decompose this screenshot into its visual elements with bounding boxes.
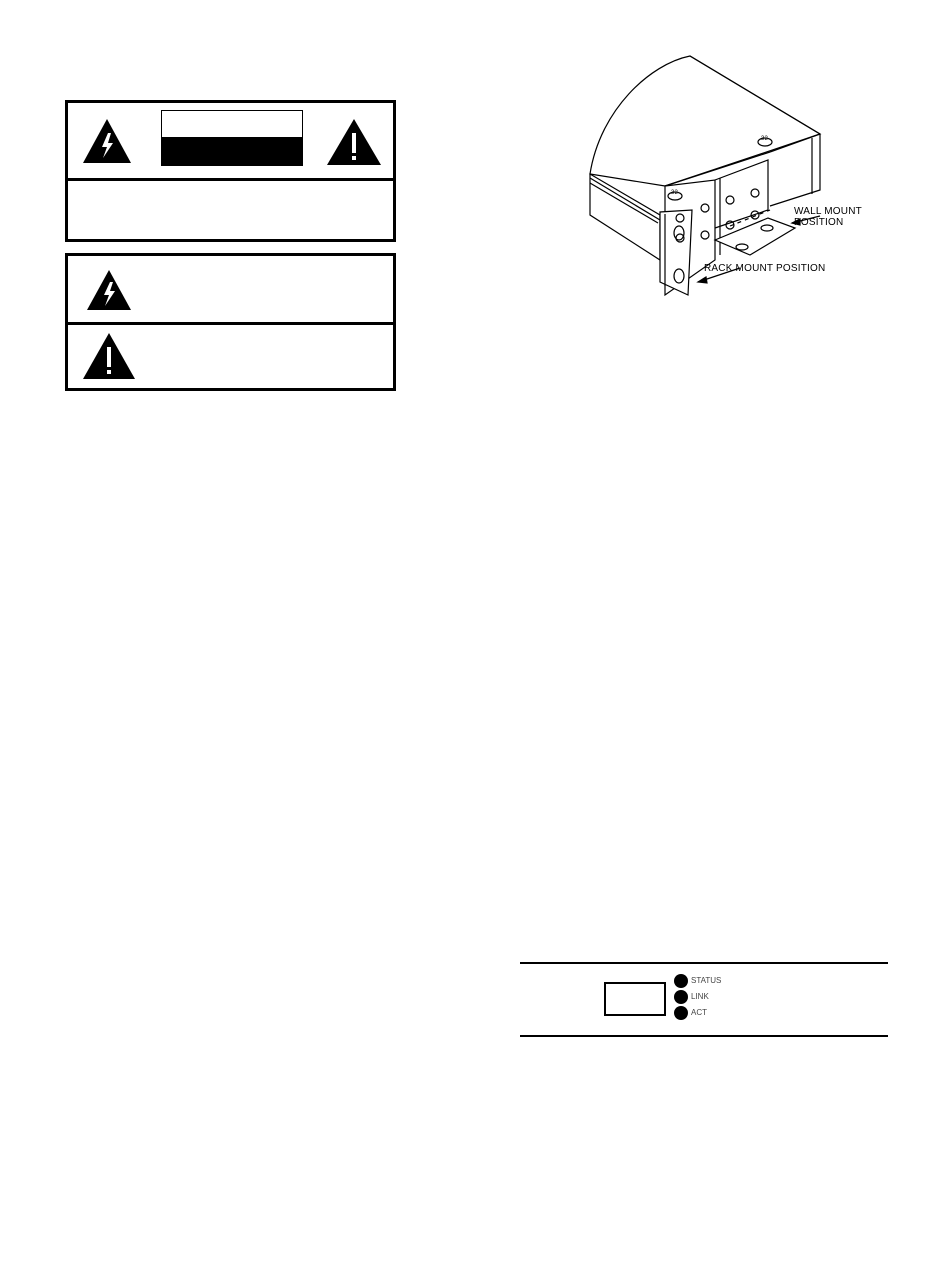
legend-shock-text — [148, 268, 383, 312]
electric-shock-icon — [85, 268, 133, 312]
front-panel-diagram — [520, 962, 888, 1038]
caution-label — [65, 100, 396, 242]
status-led-label: STATUS — [691, 976, 722, 985]
panel-bottom-rule — [520, 1035, 888, 1037]
panel-port — [604, 982, 666, 1016]
legend-row-attention — [68, 325, 393, 388]
legend-row-shock — [68, 256, 393, 325]
warning-exclamation-icon — [325, 117, 383, 167]
screw-mark-label: 32 — [671, 190, 679, 196]
mounting-diagram — [580, 50, 910, 310]
legend-attention-text — [148, 333, 383, 377]
caution-label-header — [68, 103, 393, 181]
act-led-icon — [674, 1006, 688, 1020]
caution-notice — [78, 189, 383, 233]
warning-exclamation-icon — [81, 331, 137, 381]
electric-shock-icon — [81, 117, 133, 165]
symbol-legend — [65, 253, 396, 391]
wall-mount-label: WALL MOUNT POSITION — [794, 206, 862, 228]
rack-mount-label: RACK MOUNT POSITION — [704, 263, 826, 274]
link-led-label: LINK — [691, 992, 709, 1001]
link-led-icon — [674, 990, 688, 1004]
caution-title-box — [161, 110, 303, 166]
panel-top-rule — [520, 962, 888, 964]
caution-title-lower — [162, 137, 302, 165]
act-led-label: ACT — [691, 1008, 707, 1017]
caution-title-upper — [162, 111, 302, 137]
screw-mark-label: 32 — [761, 136, 769, 142]
status-led-icon — [674, 974, 688, 988]
